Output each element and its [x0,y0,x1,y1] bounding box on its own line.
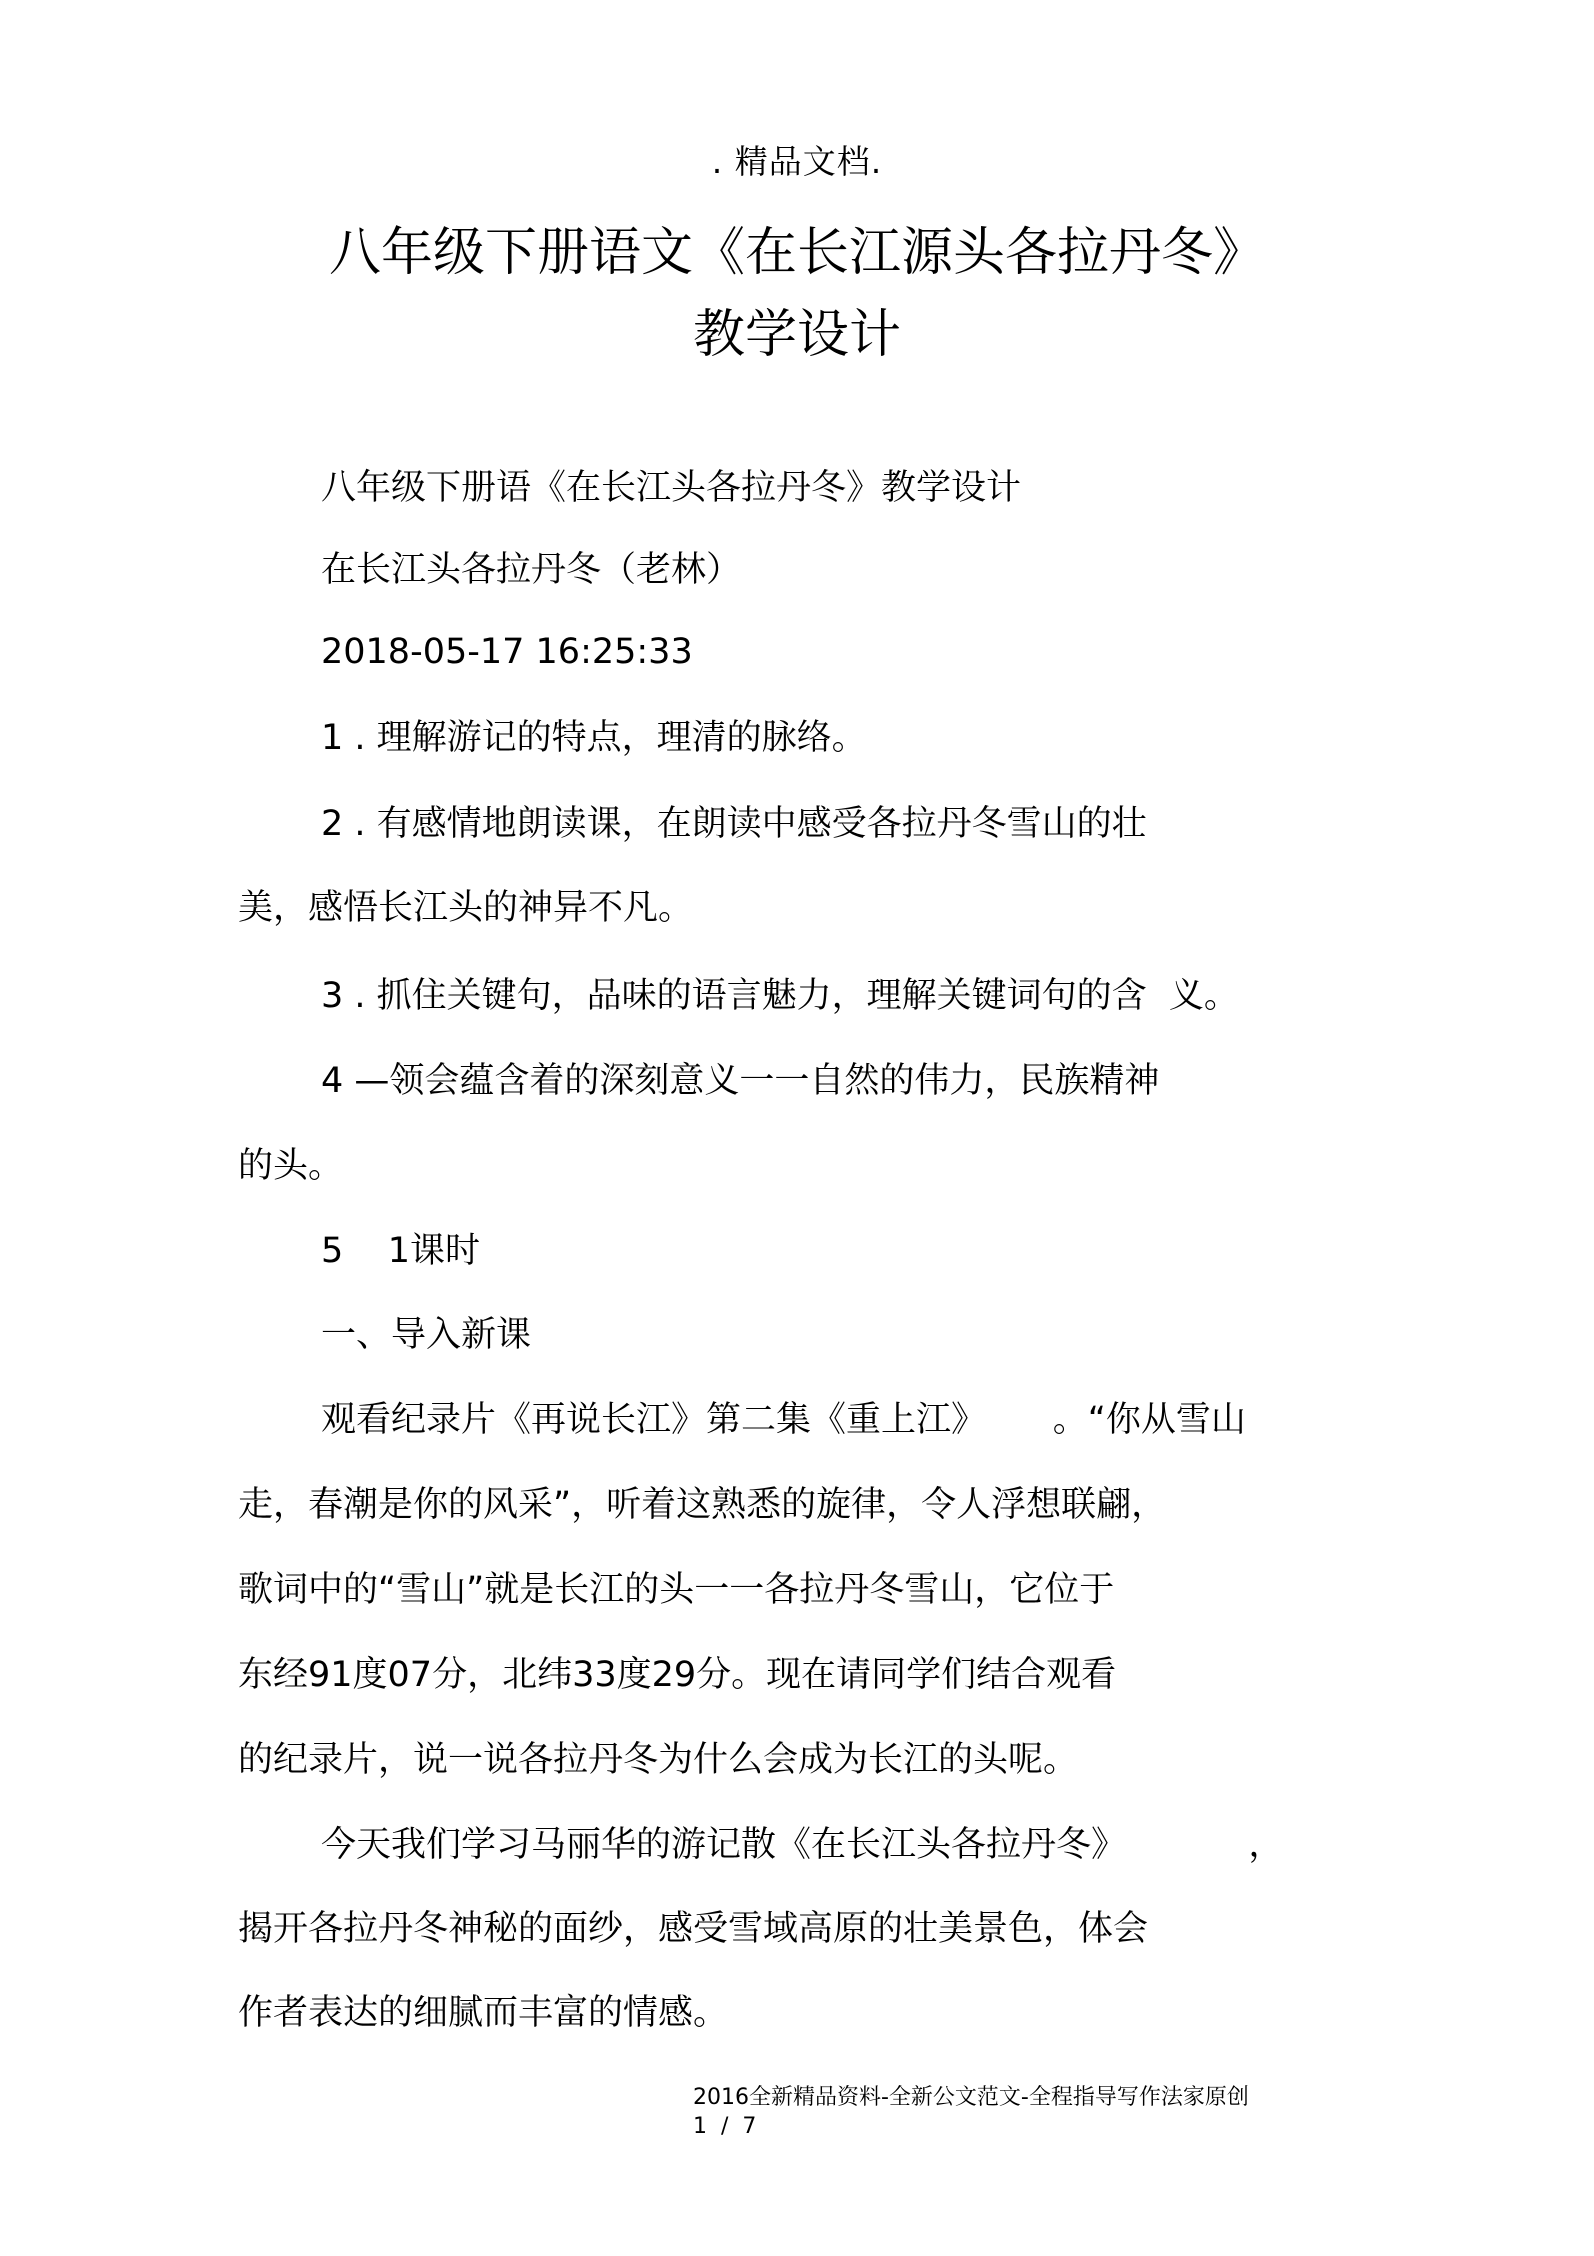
body-line-13: 走，春潮是你的风采”，听着这熟悉的旋律，令人浮想联翩， [238,1485,1167,1525]
page-number: 1 / 7 [693,2114,757,2139]
body-line-12: 观看纪录片《再说长江》第二集《重上江》 。“你从雪山 [321,1400,1246,1440]
body-line-7: 3 . 抓住关键句，品味的语言魅力，理解关键词句的含 义。 [321,976,1239,1016]
body-line-3: 2018-05-17 16:25:33 [321,632,693,672]
body-line-18: 揭开各拉丹冬神秘的面纱，感受雪域高原的壮美景色，体会 [238,1909,1149,1949]
body-line-11: 一、导入新课 [321,1315,532,1355]
document-title-line-1: 八年级下册语文《在长江源头各拉丹冬》 [328,223,1265,283]
body-line-5: 2 . 有感情地朗读课，在朗读中感受各拉丹冬雪山的壮 [321,804,1147,844]
document-title-line-2: 教学设计 [692,305,901,365]
body-line-10: 5 1课时 [321,1231,481,1271]
body-line-8: 4 —领会蕴含着的深刻意义一一自然的伟力，民族精神 [321,1061,1160,1101]
body-line-9: 的头。 [238,1146,344,1186]
body-line-2: 在长江头各拉丹冬（老林） [321,550,742,590]
body-line-6: 美，感悟长江头的神异不凡。 [238,888,694,928]
body-line-15: 东经91度07分，北纬33度29分。现在请同学们结合观看 [238,1655,1117,1695]
body-line-16: 的纪录片，说一说各拉丹冬为什么会成为长江的头呢。 [238,1740,1079,1780]
body-line-4: 1 . 理解游记的特点，理清的脉络。 [321,718,867,758]
body-line-17: 今天我们学习马丽华的游记散《在长江头各拉丹冬》 ， [321,1825,1284,1865]
header-label: . 精品文档. [711,142,883,181]
footer-note: 2016全新精品资料-全新公文范文-全程指导写作法家原创 [693,2085,1249,2110]
body-line-14: 歌词中的“雪山”就是长江的头一一各拉丹冬雪山，它位于 [238,1570,1115,1610]
body-line-1: 八年级下册语《在长江头各拉丹冬》教学设计 [321,468,1022,508]
body-line-19: 作者表达的细腻而丰富的情感。 [238,1993,729,2033]
